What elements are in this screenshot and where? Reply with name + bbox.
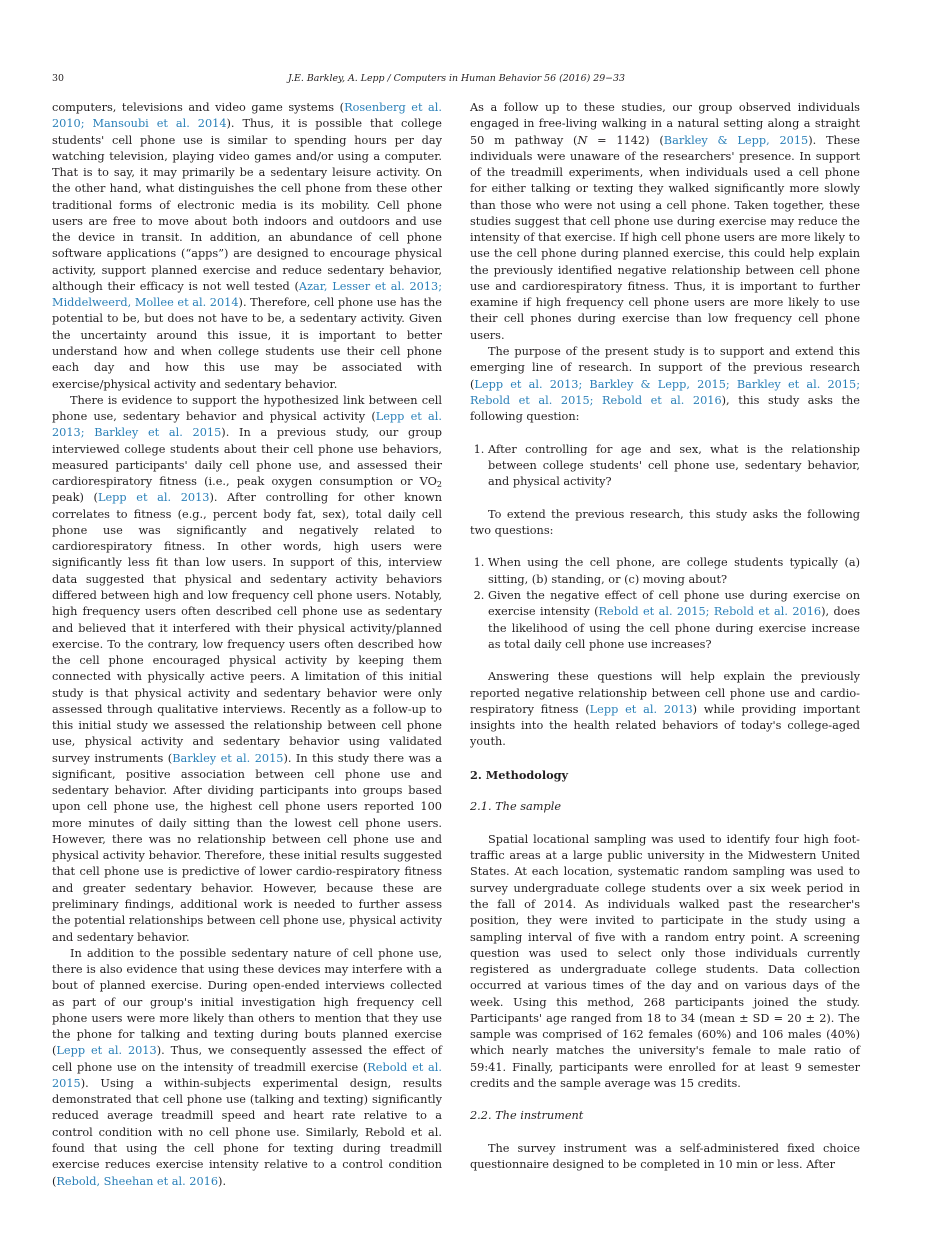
paragraph: There is evidence to support the hypothesized link between cell phone use, sedentary behavior and physical activity (Lepp et al. 2013; Barkley et al. 2015). In a previous study, our group interviewed college students about their cell phone use behaviors, measured participants' daily cell phone use, and assessed their cardiorespiratory fitness (i.e., peak oxygen consumption or $VO_2$ peak) (Lepp et al. 2013). After controlling for other known correlates to fitness (e.g., percent body fat, sex), total daily cell phone use was significantly and negatively related to cardiorespiratory fitness. In other words, high users were significantly less fit than low users. In support of this, interview data suggested that physical and sedentary activity behaviors differed between high and low frequency cell phone users. Notably, high frequency users often described cell phone use as sedentary and believed that it interfered with their physical activity/planned exercise. To the contrary, low frequency users often described how the cell phone encouraged physical activity by keeping them connected with physically active peers. A limitation of this initial study is that physical activity and sedentary behavior were only assessed through qualitative interviews. Recently as a follow-up to this initial study we assessed the relationship between cell phone use, physical activity and sedentary behavior using validated survey instruments (Barkley et al. 2015). In this study there was a significant, positive association between cell phone use and sedentary behavior. After dividing participants into groups based upon cell phone use, the highest cell phone users reported 100 more minutes of daily sitting than the lowest cell phone users. However, there was no relationship between cell phone use and physical activity behavior. Therefore, these initial results suggested that cell phone use is predictive of lower cardio-respiratory fitness and greater sedentary behavior. However, because these are preliminary findings, additional work is needed to further assess the potential relationships between cell phone use, physical activity and sedentary behavior.: [52, 393, 442, 944]
citation-link[interactable]: Lepp et al. 2013: [56, 1044, 157, 1058]
list-item: 2. Given the negative effect of cell phone use during exercise on exercise intensity (Rebold et al. 2015; Rebold et al. 2016), does the likelihood of using the cell phone during exercise increase as total daily cell phone use increases?: [488, 588, 860, 653]
citation-link[interactable]: Rebold, Sheehan et al. 2016: [56, 1174, 219, 1188]
citation-link[interactable]: Lepp et al. 2013: [97, 491, 210, 505]
paragraph: To extend the previous research, this study asks the following two questions:: [470, 507, 860, 537]
section-heading: 2. Methodology: [470, 767, 569, 782]
paragraph: Answering these questions will help explain the previously reported negative relationship between cell phone use and cardio-respiratory fitness (Lepp et al. 2013) while providing important insights into the health related behaviors of today's college-aged youth.: [470, 670, 860, 749]
paragraph: computers, televisions and video game systems (Rosenberg et al. 2010; Mansoubi et al. 2014). Thus, it is possible that college students' cell phone use is similar to spending hours per day watching television, playing video games and/or using a computer. That is to say, it may primarily be a sedentary leisure activity. On the other hand, what distinguishes the cell phone from these other traditional forms of electronic media is its mobility. Cell phone users are free to move about both indoors and outdoors and use the device in transit. In addition, an abundance of cell phone software applications (“apps”) are designed to encourage physical activity, support planned exercise and reduce sedentary behavior, although their efficacy is not well tested (Azar, Lesser et al. 2013; Middelweerd, Mollee et al. 2014). Therefore, cell phone use has the potential to be, but does not have to be, a sedentary activity. Given the uncertainty around this issue, it is important to better understand how and when college students use their cell phone each day and how this use may be associated with exercise/physical activity and sedentary behavior.: [52, 101, 442, 391]
citation-link[interactable]: Azar, Lesser et al. 2013; Middelweerd, Mollee et al. 2014: [52, 279, 442, 310]
subsection-heading: 2.2. The instrument: [470, 1109, 584, 1123]
paragraph: The purpose of the present study is to support and extend this emerging line of research. In support of the previous research (Lepp et al. 2013; Barkley & Lepp, 2015; Barkley et al. 2015; Rebold et al. 2015; Rebold et al. 2016), this study asks the following question:: [470, 344, 860, 424]
citation-link[interactable]: Lepp et al. 2013; Barkley & Lepp, 2015; Barkley et al. 2015; Rebold et al. 2015; Rebold et al. 2016: [470, 377, 860, 407]
paragraph: As a follow up to these studies, our group observed individuals engaged in free-living walking in a natural setting along a straight 50 m pathway (N = 1142) (Barkley & Lepp, 2015). These individuals were unaware of the researchers' presence. In support of the treadmill experiments, when individuals used a cell phone for either talking or texting they walked significantly more slowly than those who were not using a cell phone. Taken together, these studies suggest that cell phone use during exercise may reduce the intensity of that exercise. If high cell phone users are more likely to use the cell phone during planned exercise, this could help explain the previously identified negative relationship between cell phone use and cardiorespiratory fitness. Thus, it is important to further examine if high frequency cell phone users are more likely to use their cell phones during exercise than low frequency cell phone users.: [470, 101, 860, 342]
paragraph: The survey instrument was a self-administered fixed choice questionnaire designed to be completed in 10 min or less. After: [470, 1142, 860, 1172]
citation-link[interactable]: Lepp et al. 2013: [589, 702, 693, 716]
citation-link[interactable]: Barkley et al. 2015: [172, 751, 284, 765]
citation-link[interactable]: Rebold et al. 2015: [52, 1060, 443, 1090]
list-item: 1. When using the cell phone, are college students typically (a) sitting, (b) standing, or (c) moving about?: [488, 555, 860, 588]
page-number: 30: [52, 73, 64, 84]
citation-link[interactable]: Barkley & Lepp, 2015: [663, 133, 809, 147]
list-item: 1. After controlling for age and sex, what is the relationship between college students' cell phone use, sedentary behavior, and physical activity?: [488, 442, 860, 491]
citation-link[interactable]: Rosenberg et al. 2010; Mansoubi et al. 2014: [52, 101, 442, 131]
subsection-heading: 2.1. The sample: [470, 800, 562, 814]
running-head: J.E. Barkley, A. Lepp / Computers in Human Behavior 56 (2016) 29−33: [288, 73, 625, 84]
paragraph: In addition to the possible sedentary nature of cell phone use, there is also evidence that using these devices may interfere with a bout of planned exercise. During open-ended interviews collected as part of our group's initial investigation high frequency cell phone users were more likely than others to mention that they use the phone for talking and texting during bouts planned exercise (Lepp et al. 2013). Thus, we consequently assessed the effect of cell phone use on the intensity of treadmill exercise (Rebold et al. 2015). Using a within-subjects experimental design, results demonstrated that cell phone use (talking and texting) significantly reduced average treadmill speed and heart rate relative to a control condition with no cell phone use. Similarly, Rebold et al. found that using the cell phone for texting during treadmill exercise reduces exercise intensity relative to a control condition (Rebold, Sheehan et al. 2016).: [52, 946, 443, 1188]
left-column: [52, 100, 442, 1190]
research-question-list-2: [470, 555, 860, 653]
citation-link[interactable]: Rebold et al. 2015; Rebold et al. 2016: [598, 605, 822, 619]
citation-link[interactable]: Lepp et al. 2013; Barkley et al. 2015: [52, 410, 442, 440]
running-header: [52, 73, 861, 87]
paragraph: Spatial locational sampling was used to identify four high foot-traffic areas at a large public university in the Midwestern United States. At each location, systematic random sampling was used to survey undergraduate college students over a six week period in the fall of 2014. As individuals walked past the researcher's position, they were invited to participate in the study using a sampling interval of five with a random entry point. A screening question was used to select only those individuals currently registered as undergraduate college students. Data collection occurred at various times of the day and on various days of the week. Using this method, 268 participants joined the study. Participants' age ranged from 18 to 34 (mean ± SD = 20 ± 2). The sample was comprised of 162 females (60%) and 106 males (40%) which nearly matches the university's female to male ratio of 59:41. Finally, participants were enrolled for at least 9 semester credits and the sample average was 15 credits.: [470, 832, 860, 1090]
research-question-list: [470, 442, 860, 491]
right-column: [470, 100, 860, 1174]
